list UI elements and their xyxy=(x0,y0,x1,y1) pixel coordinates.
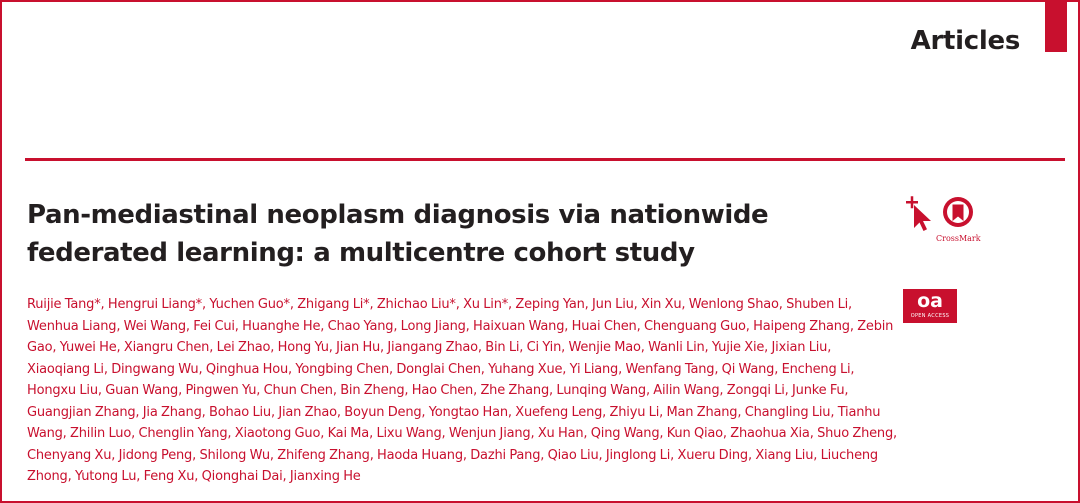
header-rule xyxy=(25,158,1065,161)
open-access-logo: oa xyxy=(917,290,943,312)
section-label: Articles xyxy=(910,26,1020,56)
article-title: Pan-mediastinal neoplasm diagnosis via nationwide federated learning: a multicentre cohort study xyxy=(27,200,769,268)
journal-color-tab xyxy=(1045,0,1067,52)
author-list[interactable]: Ruijie Tang*, Hengrui Liang*, Yuchen Guo*, Zhigang Li*, Zhichao Liu*, Xu Lin*, Zeping Yan, Jun Liu, Xin Xu, Wenlong Shao, Shuben Li, Wenhua Liang, Wei Wang, Fei Cui, Huanghe He, Chao Yang, Long Jiang, Haixuan Wang, Huai Chen, Chenguang Guo, Haipeng Zhang, Zebin Gao, Yuwei He, Xiangru Chen, Lei Zhao, Hong Yu, Jian Hu, Jiangang Zhao, Bin Li, Ci Yin, Wenjie Mao, Wanli Lin, Yujie Xie, Jixian Liu, Xiaoqiang Li, Dingwang Wu, Qinghua Hou, Yongbing Chen, Donglai Chen, Yuhang Xue, Yi Liang, Wenfang Tang, Qi Wang, Encheng Li, Hongxu Liu, Guan Wang, Pingwen Yu, Chun Chen, Bin Zheng, Hao Chen, Zhe Zhang, Lunqing Wang, Ailin Wang, Zongqi Li, Junke Fu, Guangjian Zhang, Jia Zhang, Bohao Liu, Jian Zhao, Boyun Deng, Yongtao Han, Xuefeng Leng, Zhiyu Li, Man Zhang, Changling Liu, Tianhu Wang, Zhilin Luo, Chenglin Yang, Xiaotong Guo, Kai Ma, Lixu Wang, Wenjun Jiang, Xu Han, Qing Wang, Kun Qiao, Zhaohua Xia, Shuo Zheng, Chenyang Xu, Jidong Peng, Shilong Wu, Zhifeng Zhang, Haoda Huang, Dazhi Pang, Qiao Liu, Jinglong Li, Xueru Ding, Xiang Liu, Liucheng Zhong, Yutong Lu, Feng Xu, Qionghai Dai, Jianxing He xyxy=(27,297,897,484)
crossmark-label: CrossMark xyxy=(936,234,981,243)
open-access-badge[interactable] xyxy=(903,289,957,323)
open-access-label: OPEN ACCESS xyxy=(910,313,950,319)
crossmark-icon xyxy=(903,195,983,235)
crossmark-button[interactable] xyxy=(903,195,983,245)
